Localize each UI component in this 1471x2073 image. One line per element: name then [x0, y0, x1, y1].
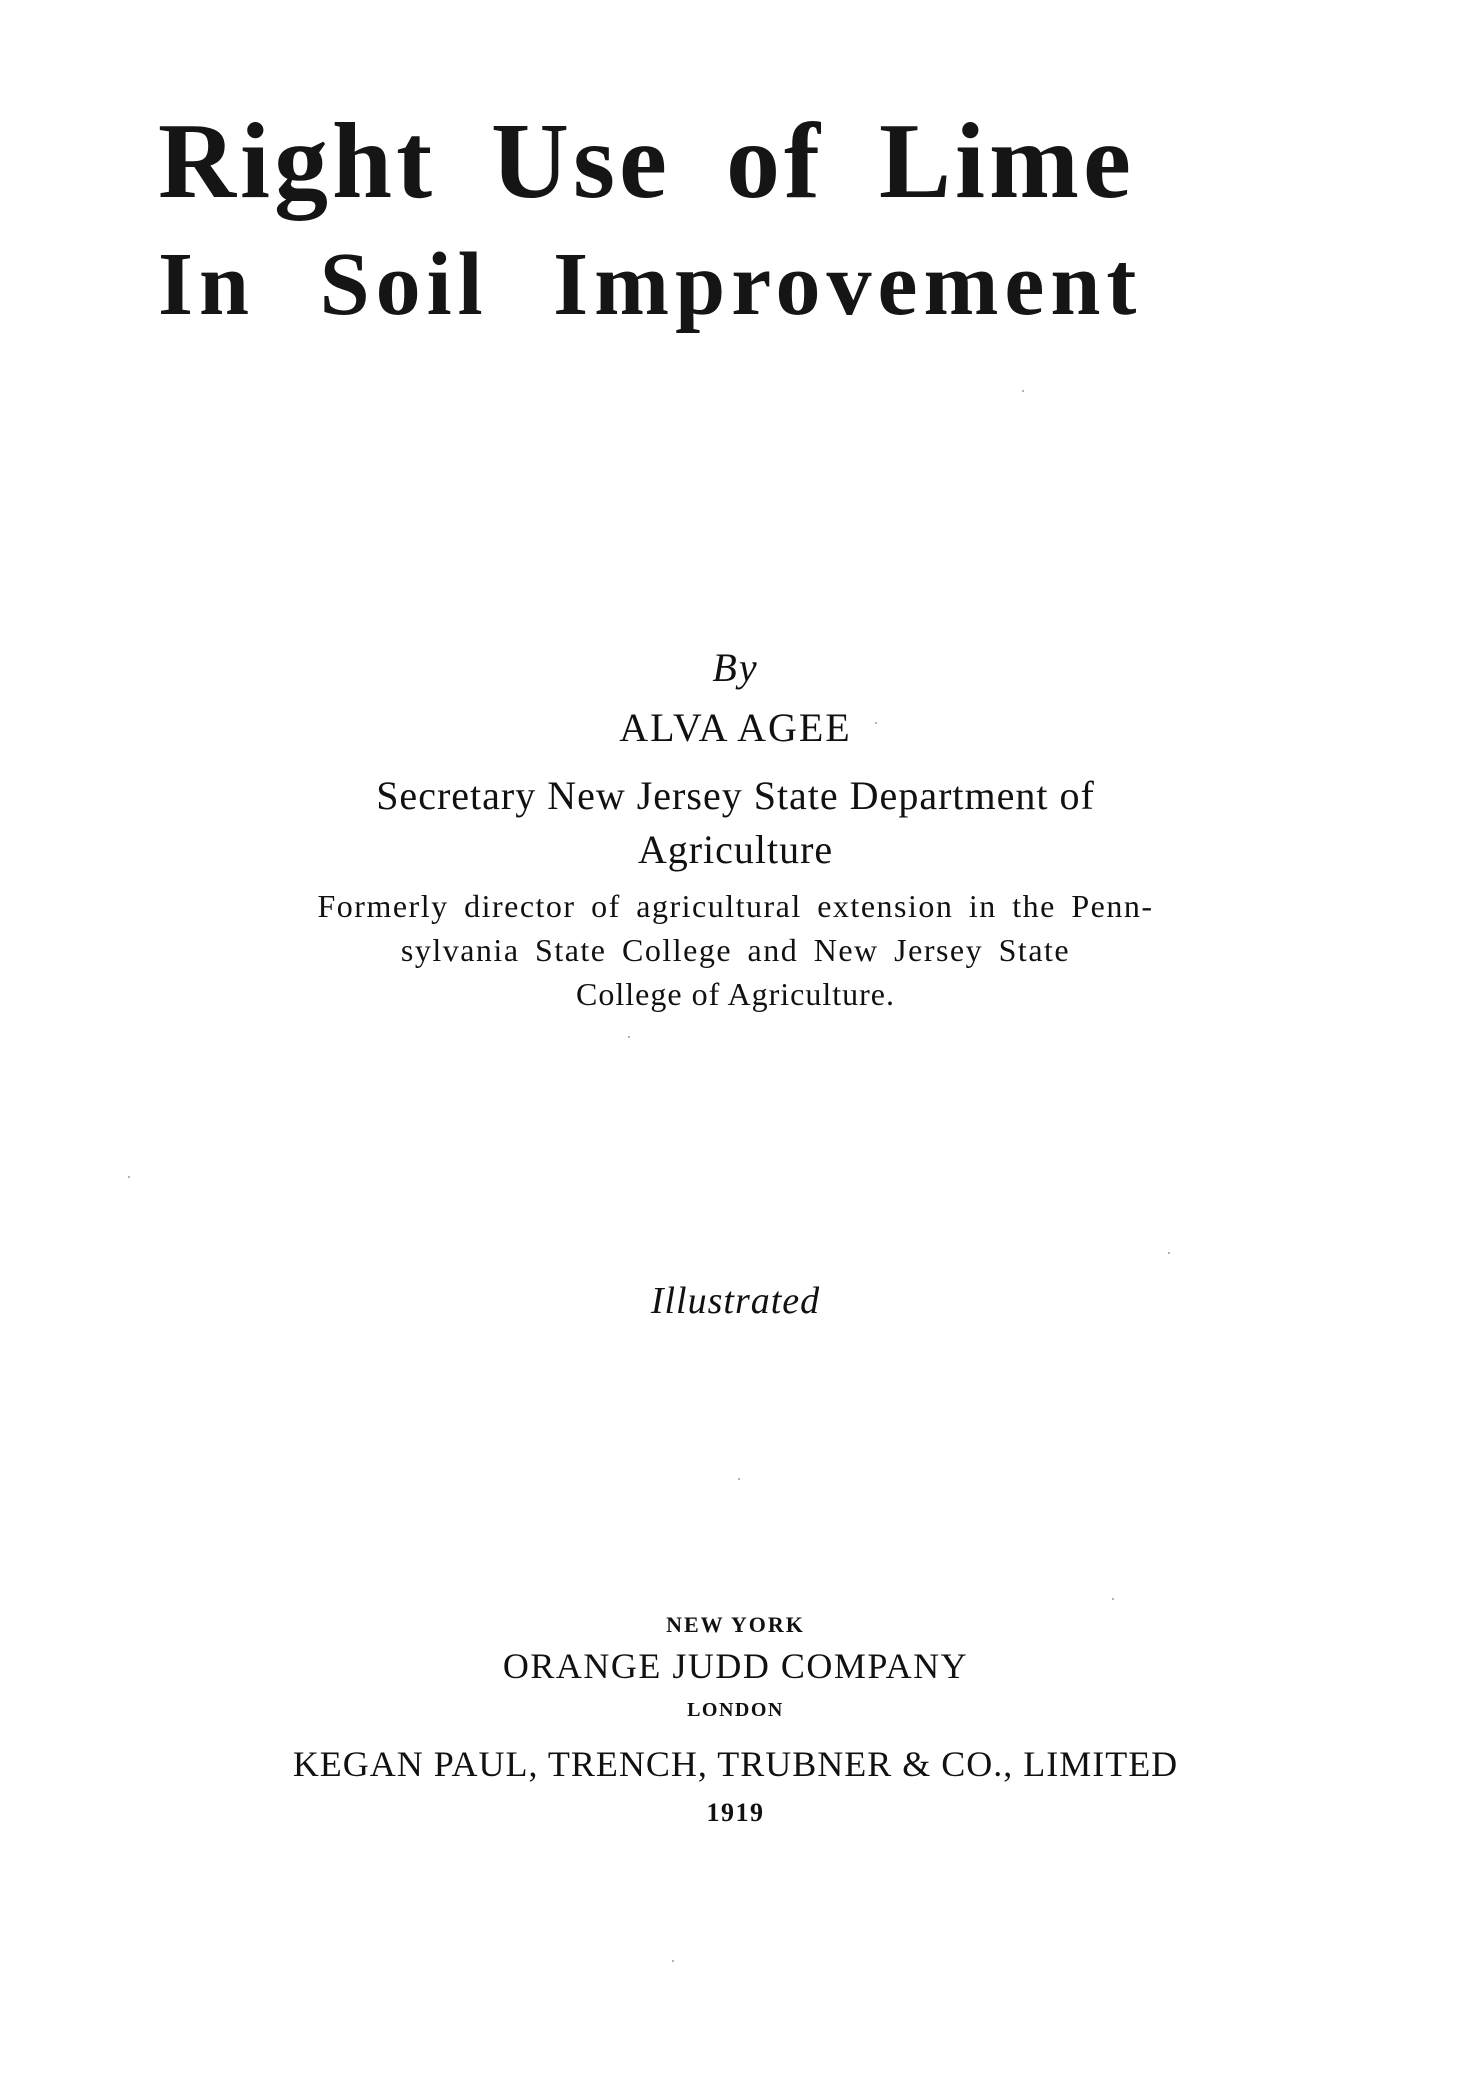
scan-speck	[875, 722, 877, 724]
author-former-role-line-2: sylvania State College and New Jersey State	[400, 932, 1071, 968]
author-former-role-line-1: Formerly director of agricultural extension in the Penn-	[317, 888, 1154, 924]
imprint-city-new-york: NEW YORK	[666, 1612, 805, 1637]
scan-speck	[1168, 1252, 1170, 1254]
author-former-role-line-3: College of Agriculture.	[576, 976, 895, 1012]
scan-speck	[672, 1960, 674, 1962]
book-title-line-1: Right Use of Lime	[158, 102, 1135, 221]
byline-by: By	[712, 645, 759, 690]
scan-speck	[628, 1036, 630, 1038]
author-position-line-1: Secretary New Jersey State Department of	[376, 773, 1095, 818]
book-title-line-2: In Soil Improvement	[158, 235, 1143, 334]
scan-speck	[128, 1176, 130, 1178]
author-position-line-2: Agriculture	[637, 827, 834, 872]
illustrated-note: Illustrated	[650, 1280, 821, 1322]
scan-speck	[1022, 390, 1024, 392]
imprint-publisher-orange-judd: ORANGE JUDD COMPANY	[502, 1646, 969, 1686]
scan-speck	[738, 1478, 740, 1480]
imprint-year: 1919	[706, 1798, 765, 1827]
imprint-publisher-kegan-paul: KEGAN PAUL, TRENCH, TRUBNER & CO., LIMITED	[292, 1744, 1179, 1784]
imprint-city-london: LONDON	[687, 1699, 784, 1721]
scan-speck	[1112, 1598, 1114, 1600]
author-name: ALVA AGEE	[619, 705, 852, 750]
